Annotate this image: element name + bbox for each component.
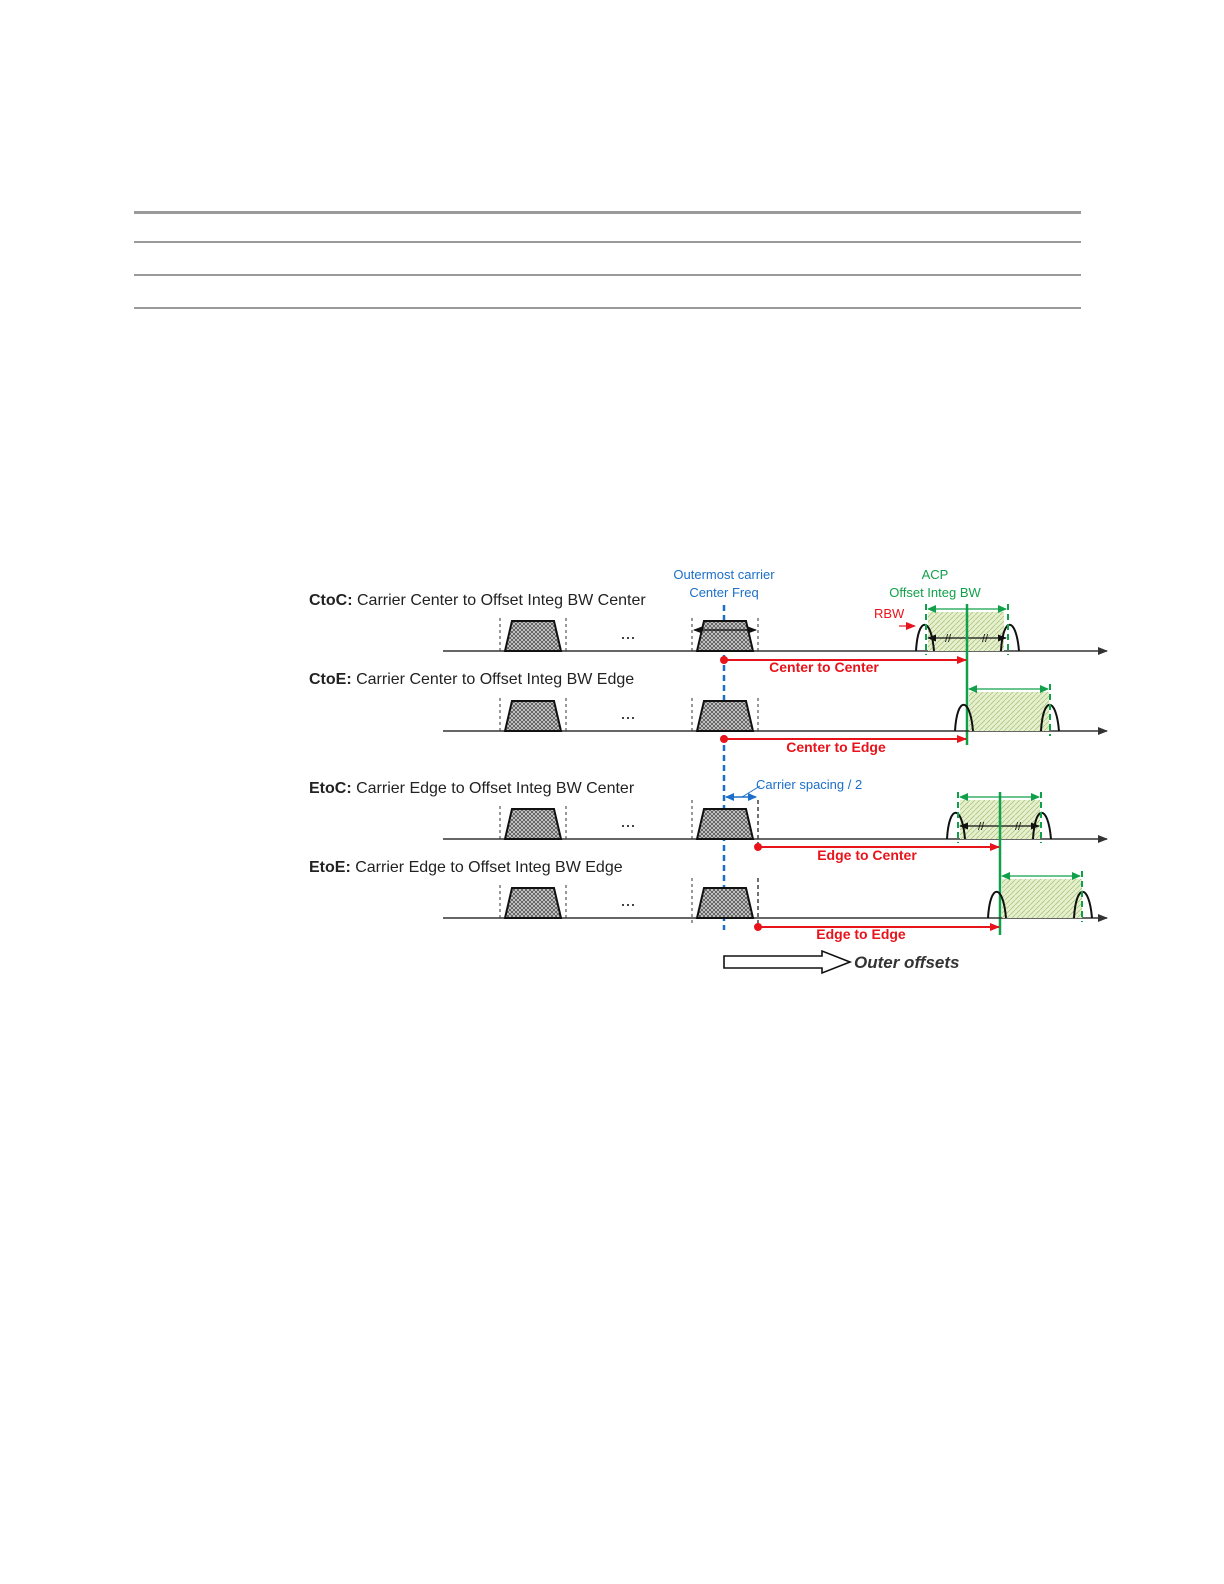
outermost-carrier bbox=[697, 809, 753, 839]
carrier-1 bbox=[505, 809, 561, 839]
carrier-1 bbox=[505, 888, 561, 918]
ellipsis: ... bbox=[620, 811, 636, 831]
outermost-carrier bbox=[697, 621, 753, 651]
measure-label-ctoe: Center to Edge bbox=[786, 739, 886, 755]
svg-text://: // bbox=[945, 633, 952, 645]
outermost-carrier bbox=[697, 888, 753, 918]
measure-label-etoe: Edge to Edge bbox=[816, 926, 906, 942]
outermost-carrier-label: Outermost carrier bbox=[673, 567, 775, 582]
row-etoe bbox=[443, 871, 1107, 942]
outer-offsets-arrow bbox=[724, 951, 850, 973]
center-freq-label: Center Freq bbox=[689, 585, 759, 600]
row-label-etoc: EtoC: Carrier Edge to Offset Integ BW Center bbox=[309, 780, 635, 797]
rbw-label: RBW bbox=[874, 606, 905, 621]
ellipsis: ... bbox=[620, 890, 636, 910]
ellipsis: ... bbox=[620, 623, 636, 643]
svg-text://: // bbox=[1015, 821, 1022, 833]
row-label-etoe: EtoE: Carrier Edge to Offset Integ BW Edge bbox=[309, 859, 623, 876]
row-label-ctoc: CtoC: Carrier Center to Offset Integ BW Center bbox=[309, 592, 646, 609]
svg-text://: // bbox=[978, 821, 985, 833]
carrier-1 bbox=[505, 621, 561, 651]
outer-offsets-label: Outer offsets bbox=[854, 953, 960, 972]
offset-integ-region bbox=[969, 692, 1049, 731]
row-ctoe bbox=[443, 684, 1107, 755]
outermost-carrier bbox=[697, 701, 753, 731]
offset-integ-bw-label: Offset Integ BW bbox=[889, 585, 981, 600]
carrier-1 bbox=[505, 701, 561, 731]
row-label-ctoe: CtoE: Carrier Center to Offset Integ BW Edge bbox=[309, 671, 635, 688]
measure-label-etoc: Edge to Center bbox=[817, 847, 917, 863]
ellipsis: ... bbox=[620, 703, 636, 723]
offset-integ-region bbox=[1002, 879, 1082, 918]
carrier-spacing-label: Carrier spacing / 2 bbox=[756, 777, 863, 792]
svg-text://: // bbox=[982, 633, 989, 645]
measure-label-ctoc: Center to Center bbox=[769, 659, 879, 675]
acp-label: ACP bbox=[921, 567, 949, 582]
